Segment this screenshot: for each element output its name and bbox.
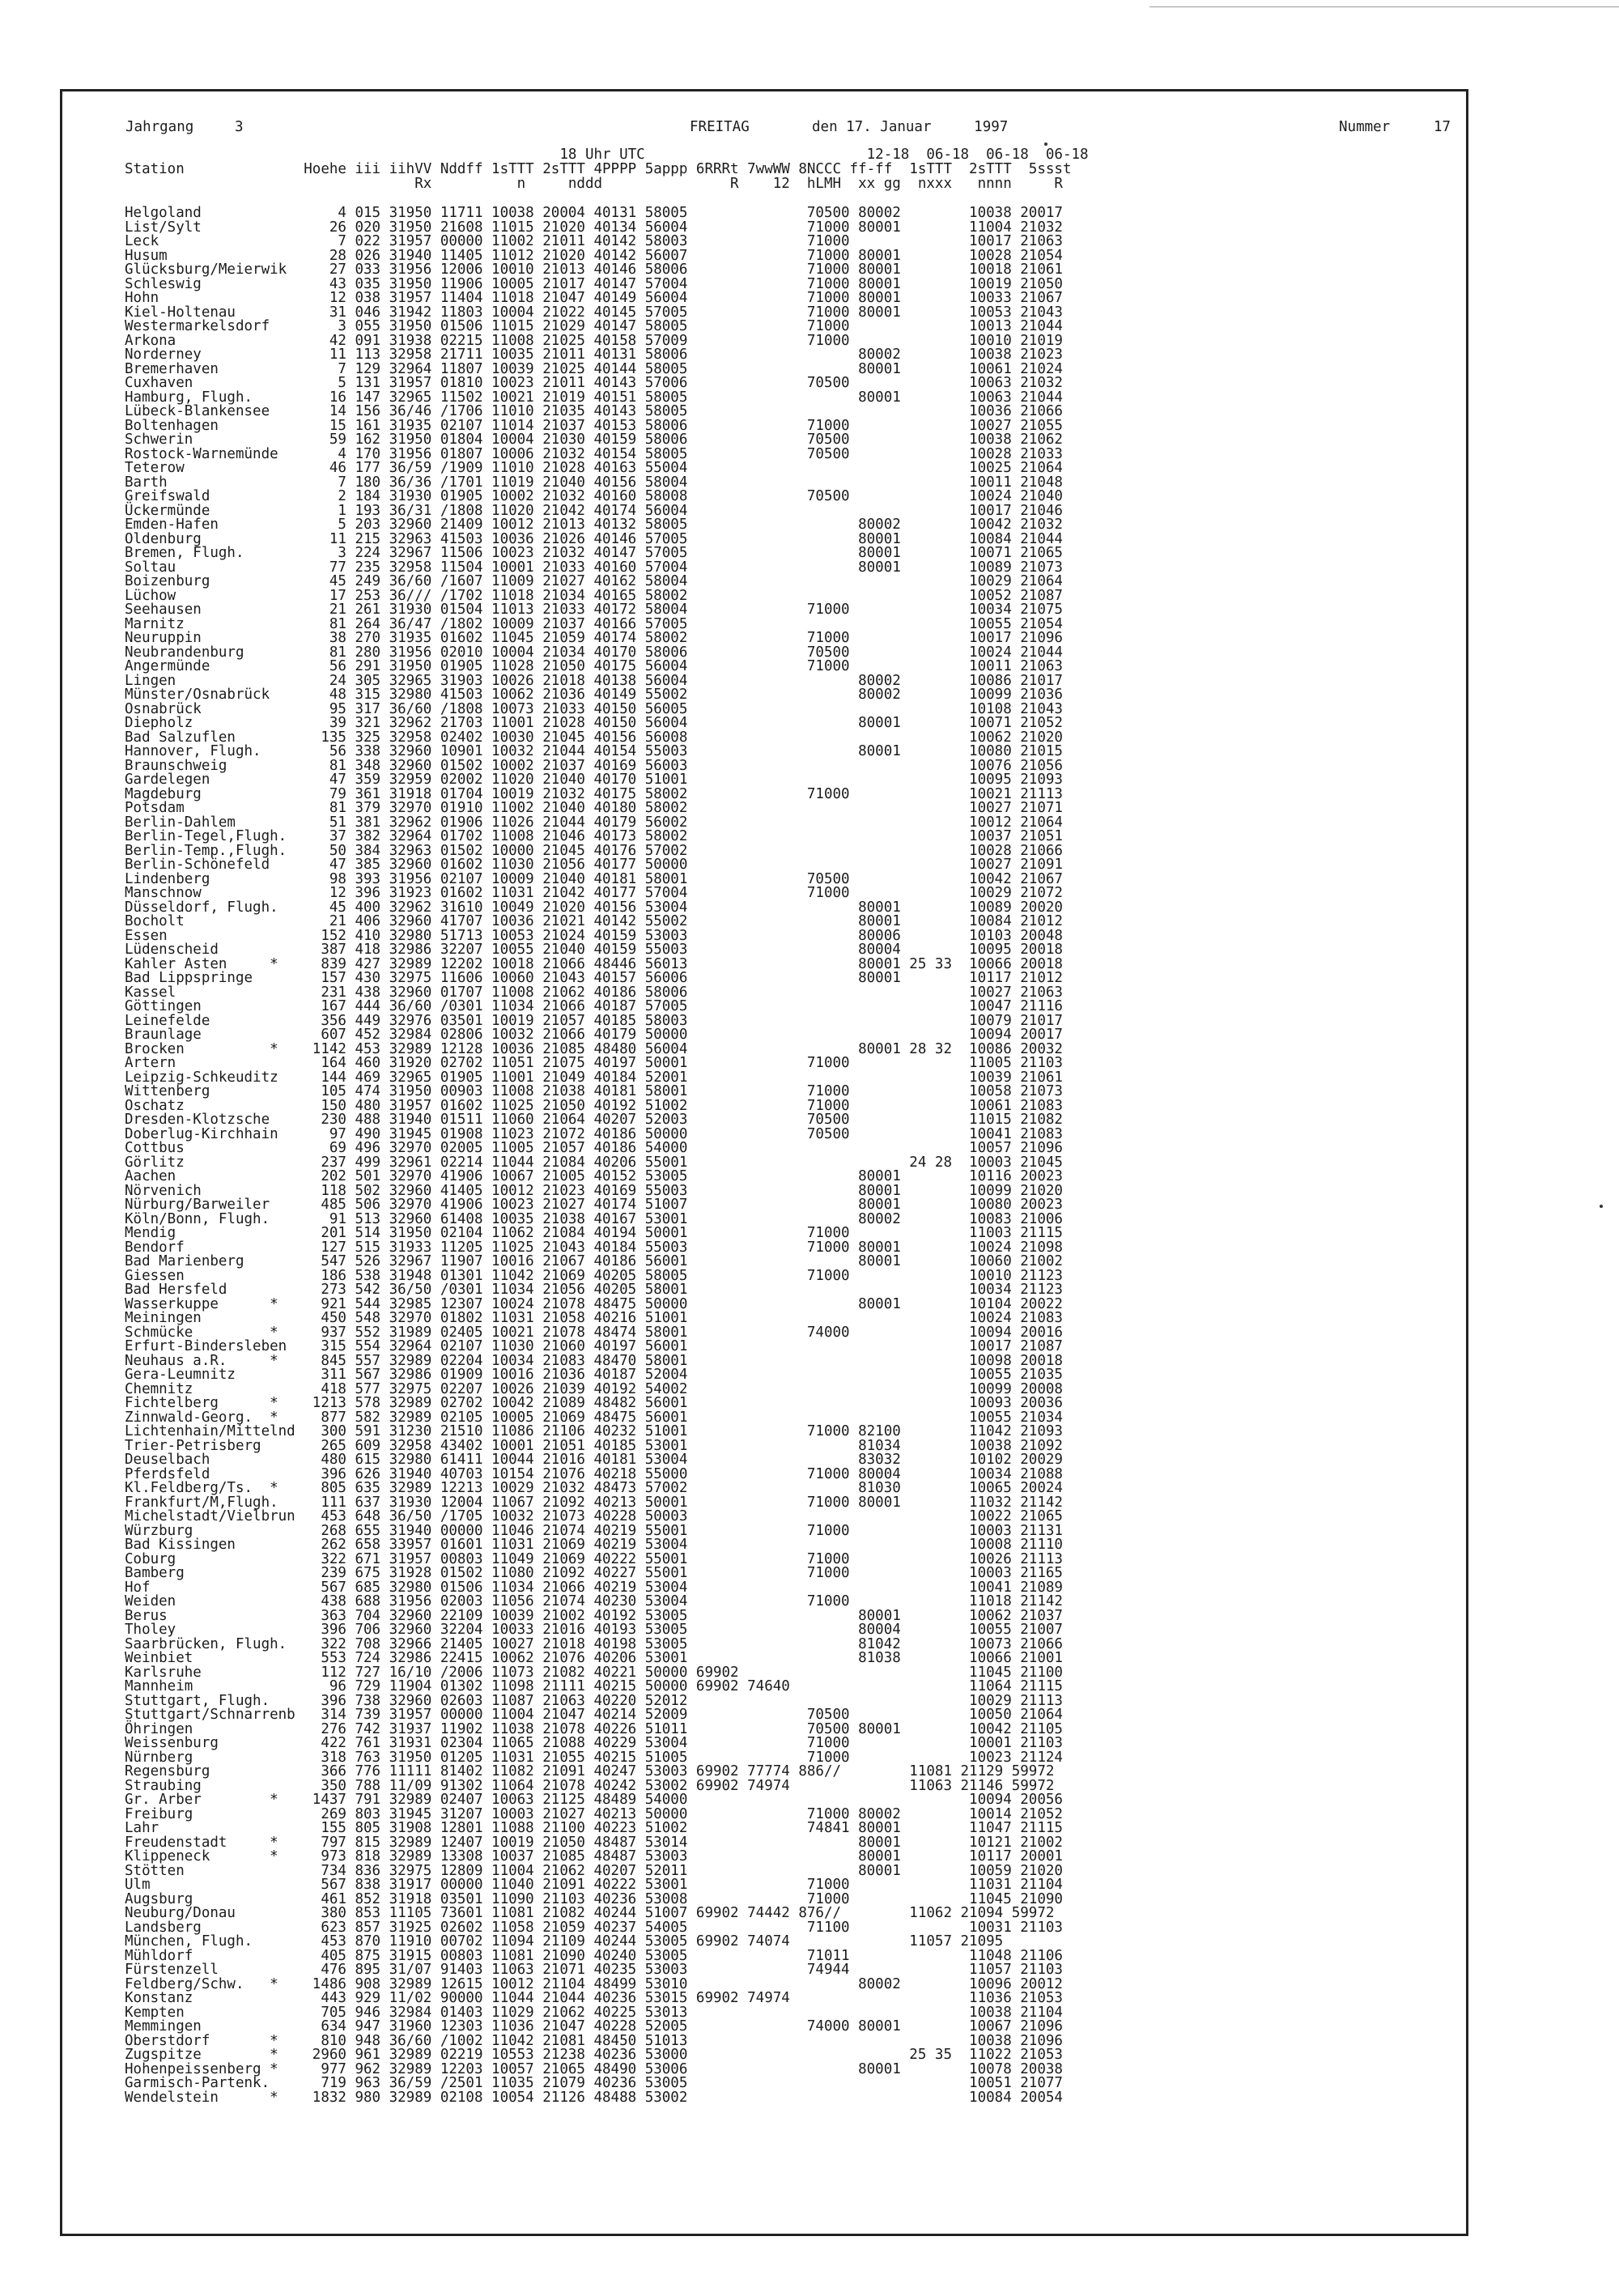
station-row: Kl.Feldberg/Ts. * 805 635 32989 12213 10029 21032 48473 57002 81030 10065 20024 — [125, 1480, 1063, 1496]
station-row: Braunlage 607 452 32984 02806 10032 21066 40179 50000 10094 20017 — [125, 1027, 1063, 1043]
station-row: Bad Kissingen 262 658 33957 01601 11031 21069 40219 53004 10008 21110 — [125, 1537, 1063, 1553]
station-row: Rostock-Warnemünde 4 170 31956 01807 10006 21032 40154 58005 70500 10028 21033 — [125, 445, 1063, 462]
station-row: Mendig 201 514 31950 02104 11062 21084 40194 50001 71000 11003 21115 — [125, 1225, 1063, 1241]
station-row: Giessen 186 538 31948 01301 11042 21069 40205 58005 71000 10010 21123 — [125, 1267, 1063, 1284]
station-row: Göttingen 167 444 36/60 /0301 11034 21066 40187 57005 10047 21116 — [125, 998, 1063, 1014]
station-row: Straubing 350 788 11/09 91302 11064 21078 40242 53002 69902 74974 11063 21146 59972 — [125, 1777, 1055, 1794]
nummer-value: 17 — [1434, 119, 1451, 135]
station-row: Cottbus 69 496 32970 02005 11005 21057 40186 54000 10057 21096 — [125, 1140, 1063, 1156]
station-row: Kassel 231 438 32960 01707 11008 21062 40186 58006 10027 21063 — [125, 984, 1063, 1001]
station-row: Schleswig 43 035 31950 11906 10005 21017 40147 57004 71000 80001 10019 21050 — [125, 275, 1063, 292]
station-row: Landsberg 623 857 31925 02602 11058 21059 40237 54005 71100 10031 21103 — [125, 1919, 1063, 1936]
station-row: Augsburg 461 852 31918 03501 11090 21103 40236 53008 71000 11045 21090 — [125, 1890, 1063, 1907]
station-row: Bad Marienberg 547 526 32967 11907 10016 21067 40186 56001 80001 10060 21002 — [125, 1253, 1063, 1269]
column-header-line-1: 18 Uhr UTC 12-18 06-18 06-18 06-18 — [125, 147, 1089, 163]
station-row: Kempten 705 946 32984 01403 11029 21062 40225 53013 10038 21104 — [125, 2004, 1063, 2021]
station-row: Tholey 396 706 32960 32204 10033 21016 40193 53005 80004 10055 21007 — [125, 1622, 1063, 1638]
station-row: Karlsruhe 112 727 16/10 /2006 11073 21082 40221 50000 69902 11045 21100 — [125, 1664, 1063, 1681]
station-row: Neuhaus a.R. * 845 557 32989 02204 10034 21083 48470 58001 10098 20018 — [125, 1352, 1063, 1369]
station-row: Dresden-Klotzsche 230 488 31940 01511 11060 21064 40207 52003 70500 11015 21082 — [125, 1112, 1063, 1128]
station-row: Düsseldorf, Flugh. 45 400 32962 31610 10049 21020 40156 53004 80001 10089 20020 — [125, 899, 1063, 916]
station-row: Bendorf 127 515 31933 11205 11025 21043 40184 55003 71000 80001 10024 21098 — [125, 1239, 1063, 1256]
station-row: Teterow 46 177 36/59 /1909 11010 21028 40163 55004 10025 21064 — [125, 460, 1063, 476]
weekday: FREITAG — [690, 119, 750, 135]
station-row: Frankfurt/M,Flugh. 111 637 31930 12004 11067 21092 40213 50001 71000 80001 11032 21142 — [125, 1494, 1063, 1511]
jahrgang-label: Jahrgang — [125, 119, 194, 135]
station-row: Meiningen 450 548 32970 01802 11031 21058 40216 51001 10024 21083 — [125, 1310, 1063, 1326]
station-row: Mühldorf 405 875 31915 00803 11081 21090 40240 53005 71011 11048 21106 — [125, 1947, 1063, 1964]
station-row: Lahr 155 805 31908 12801 11088 21100 40223 51002 74841 80001 11047 21115 — [125, 1820, 1063, 1836]
station-row: Ückermünde 1 193 36/31 /1808 11020 21042 40174 56004 10017 21046 — [125, 502, 1063, 519]
station-row: Freudenstadt * 797 815 32989 12407 10019 21050 48487 53014 80001 10121 21002 — [125, 1834, 1063, 1851]
station-row: Gr. Arber * 1437 791 32989 02407 10063 21125 48489 54000 10094 20056 — [125, 1792, 1063, 1808]
station-row: Artern 164 460 31920 02702 11051 21075 40197 50001 71000 11005 21103 — [125, 1055, 1063, 1071]
station-row: Berus 363 704 32960 22109 10039 21002 40192 53005 80001 10062 21037 — [125, 1607, 1063, 1624]
station-row: Oberstdorf * 810 948 36/60 /1002 11042 21081 48450 51013 10038 21096 — [125, 2032, 1063, 2049]
station-row: Memmingen 634 947 31960 12303 11036 21047 40228 52005 74000 80001 10067 21096 — [125, 2018, 1063, 2035]
station-row: Greifswald 2 184 31930 01905 10002 21032 40160 58008 70500 10024 21040 — [125, 488, 1063, 504]
station-row: Öhringen 276 742 31937 11902 11038 21078 40226 51011 70500 80001 10042 21105 — [125, 1720, 1063, 1737]
station-row: Hannover, Flugh. 56 338 32960 10901 10032 21044 40154 55003 80001 10080 21015 — [125, 743, 1063, 759]
station-row: Leinefelde 356 449 32976 03501 10019 21057 40185 58003 10079 21017 — [125, 1012, 1063, 1029]
station-row: Wasserkuppe * 921 544 32985 12307 10024 21078 48475 50000 80001 10104 20022 — [125, 1295, 1063, 1312]
station-row: Neuruppin 38 270 31935 01602 11045 21059 40174 58002 71000 10017 21096 — [125, 630, 1063, 646]
station-row: Weissenburg 422 761 31931 02304 11065 21088 40229 53004 71000 10001 21103 — [125, 1735, 1063, 1751]
station-row: Stötten 734 836 32975 12809 11004 21062 40207 52011 80001 10059 21020 — [125, 1862, 1063, 1879]
station-row: Boizenburg 45 249 36/60 /1607 11009 21027 40162 58004 10029 21064 — [125, 573, 1063, 589]
station-row: Nürburg/Barweiler 485 506 32970 41906 10023 21027 40174 51007 80001 10080 20023 — [125, 1197, 1063, 1213]
scan-speck — [1044, 142, 1047, 146]
station-row: Zinnwald-Georg. * 877 582 32989 02105 10005 21069 48475 56001 10055 21034 — [125, 1409, 1063, 1426]
station-row: Klippeneck * 973 818 32989 13308 10037 21085 48487 53003 80001 10117 20001 — [125, 1848, 1063, 1864]
station-row: Braunschweig 81 348 32960 01502 10002 21037 40169 56003 10076 21056 — [125, 757, 1063, 774]
station-row: München, Flugh. 453 870 11910 00702 11094 21109 40244 53005 69902 74074 11057 21095 — [125, 1933, 1004, 1949]
station-row: Helgoland 4 015 31950 11711 10038 20004 40131 58005 70500 80002 10038 20017 — [125, 205, 1063, 221]
station-row: Pferdsfeld 396 626 31940 40703 10154 21076 40218 55000 71000 80004 10034 21088 — [125, 1465, 1063, 1482]
station-row: Deuselbach 480 615 32980 61411 10044 21016 40181 53004 83032 10102 20029 — [125, 1452, 1063, 1468]
station-row: Erfurt-Bindersleben 315 554 32964 02107 11030 21060 40197 56001 10017 21087 — [125, 1338, 1063, 1354]
station-row: Neuburg/Donau 380 853 11105 73601 11081 21082 40244 51007 69902 74442 876// 11062 21094 59972 — [125, 1905, 1055, 1921]
station-row: Kahler Asten * 839 427 32989 12202 10018 21066 48446 56013 80001 25 33 10066 20018 — [125, 955, 1063, 972]
station-row: Coburg 322 671 31957 00803 11049 21069 40222 55001 71000 10026 21113 — [125, 1550, 1063, 1567]
station-row: Mannheim 96 729 11904 01302 11098 21111 40215 50000 69902 74640 11064 21115 — [125, 1678, 1063, 1694]
station-row: Nürnberg 318 763 31950 01205 11031 21055 40215 51005 71000 10023 21124 — [125, 1749, 1063, 1766]
station-row: Schwerin 59 162 31950 01804 10004 21030 40159 58006 70500 10038 21062 — [125, 432, 1063, 448]
station-row: Berlin-Temp.,Flugh. 50 384 32963 01502 10000 21045 40176 57002 10028 21066 — [125, 842, 1063, 859]
jahrgang-value: 3 — [235, 119, 244, 135]
station-row: Glücksburg/Meierwik 27 033 31956 12006 10010 21013 40146 58006 71000 80001 10018 21061 — [125, 261, 1063, 278]
station-row: Lichtenhain/Mittelnd 300 591 31230 21510 11086 21106 40232 51001 71000 82100 11042 21093 — [125, 1423, 1063, 1439]
station-row: Angermünde 56 291 31950 01905 11028 21050 40175 56004 71000 10011 21063 — [125, 658, 1063, 674]
station-row: Leck 7 022 31957 00000 11002 21011 40142 58003 71000 10017 21063 — [125, 233, 1063, 249]
station-row: Stuttgart/Schnarrenb 314 739 31957 00000 11004 21047 40214 52009 70500 10050 21064 — [125, 1707, 1063, 1723]
station-row: Köln/Bonn, Flugh. 91 513 32960 61408 10035 21038 40167 53001 80002 10083 21006 — [125, 1210, 1063, 1227]
station-row: Lübeck-Blankensee 14 156 36/46 /1706 11010 21035 40143 58005 10036 21066 — [125, 403, 1063, 419]
issue-date: den 17. Januar 1997 — [812, 119, 1009, 135]
station-row: Bremerhaven 7 129 32964 11807 10039 21025 40144 58005 80001 10061 21024 — [125, 360, 1063, 377]
station-row: Norderney 11 113 32958 21711 10035 21011 40131 58006 80002 10038 21023 — [125, 347, 1063, 363]
station-table — [125, 206, 1387, 2105]
station-row: Bad Lippspringe 157 430 32975 11606 10060 21043 40157 56006 80001 10117 21012 — [125, 970, 1063, 986]
station-row: Stuttgart, Flugh. 396 738 32960 02603 11087 21063 40220 52012 10029 21113 — [125, 1692, 1063, 1709]
station-row: Hohenpeissenberg * 977 962 32989 12203 10057 21065 48490 53006 80001 10078 20038 — [125, 2060, 1063, 2077]
station-row: Magdeburg 79 361 31918 01704 10019 21032 40175 58002 71000 10021 21113 — [125, 785, 1063, 802]
column-header-line-2: Station Hoehe iii iihVV Nddff 1sTTT 2sTTT 4PPPP 5appp 6RRRt 7wwWW 8NCCC ff-ff 1sTTT 2sTTT 5ssst — [125, 161, 1072, 177]
station-row: Trier-Petrisberg 265 609 32958 43402 10001 21051 40185 53001 81034 10038 21092 — [125, 1437, 1063, 1454]
station-row: Marnitz 81 264 36/47 /1802 10009 21037 40166 57005 10055 21054 — [125, 615, 1063, 632]
station-row: Berlin-Dahlem 51 381 32962 01906 11026 21044 40179 56002 10012 21064 — [125, 814, 1063, 831]
station-row: Husum 28 026 31940 11405 11012 21020 40142 56007 71000 80001 10028 21054 — [125, 247, 1063, 264]
station-row: Hohn 12 038 31957 11404 11018 21047 40149 56004 71000 80001 10033 21067 — [125, 290, 1063, 306]
station-row: Würzburg 268 655 31940 00000 11046 21074 40219 55001 71000 10003 21131 — [125, 1522, 1063, 1539]
station-row: Wendelstein * 1832 980 32989 02108 10054 21126 48488 53002 10084 20054 — [125, 2089, 1063, 2106]
station-row: Garmisch-Partenk. 719 963 36/59 /2501 11035 21079 40236 53005 10051 21077 — [125, 2075, 1063, 2091]
station-row: Cuxhaven 5 131 31957 01810 10023 21011 40143 57006 70500 10063 21032 — [125, 375, 1063, 391]
station-row: Michelstadt/Vielbrun 453 648 36/50 /1705 10032 21073 40228 50003 10022 21065 — [125, 1508, 1063, 1524]
station-row: Berlin-Tegel,Flugh. 37 382 32964 01702 11008 21046 40173 58002 10037 21051 — [125, 828, 1063, 844]
station-row: Bad Hersfeld 273 542 36/50 /0301 11034 21056 40205 58001 10034 21123 — [125, 1282, 1063, 1298]
station-row: Lüchow 17 253 36/// /1702 11018 21034 40165 58002 10052 21087 — [125, 587, 1063, 604]
station-row: Kiel-Holtenau 31 046 31942 11803 10004 21022 40145 57005 71000 80001 10053 21043 — [125, 304, 1063, 321]
station-row: Gardelegen 47 359 32959 02002 11020 21040 40170 51001 10095 21093 — [125, 772, 1063, 788]
station-row: Wittenberg 105 474 31950 00903 11008 21038 40181 58001 71000 10058 21073 — [125, 1083, 1063, 1099]
station-row: Görlitz 237 499 32961 02214 11044 21084 40206 55001 24 28 10003 21045 — [125, 1154, 1063, 1171]
station-row: Essen 152 410 32980 51713 10053 21024 40159 53003 80006 10103 20048 — [125, 927, 1063, 944]
station-row: Lindenberg 98 393 31956 02107 10009 21040 40181 58001 70500 10042 21067 — [125, 870, 1063, 887]
scan-speck — [1600, 1205, 1603, 1208]
station-row: Münster/Osnabrück 48 315 32980 41503 10062 21036 40149 55002 80002 10099 21036 — [125, 687, 1063, 703]
station-row: Westermarkelsdorf 3 055 31950 01506 11015 21029 40147 58005 71000 10013 21044 — [125, 318, 1063, 334]
station-row: Bremen, Flugh. 3 224 32967 11506 10023 21032 40147 57005 80001 10071 21065 — [125, 545, 1063, 561]
station-row: Zugspitze * 2960 961 32989 02219 10553 21238 40236 53000 25 35 11022 21053 — [125, 2047, 1063, 2063]
station-row: Bamberg 239 675 31928 01502 11080 21092 40227 55001 71000 10003 21165 — [125, 1565, 1063, 1581]
station-row: Emden-Hafen 5 203 32960 21409 10012 21013 40132 58005 80002 10042 21032 — [125, 517, 1063, 533]
scan-edge-line — [1149, 6, 1619, 7]
station-row: Seehausen 21 261 31930 01504 11013 21033 40172 58004 71000 10034 21075 — [125, 602, 1063, 618]
station-row: Weiden 438 688 31956 02003 11056 21074 40230 53004 71000 11018 21142 — [125, 1593, 1063, 1609]
station-row: Schmücke * 937 552 31989 02405 10021 21078 48474 58001 74000 10094 20016 — [125, 1324, 1063, 1341]
column-header-line-3: Rx n nddd R 12 hLMH xx gg nxxx nnnn R — [125, 176, 1063, 192]
station-row: Regensburg 366 776 11111 81402 11082 21091 40247 53003 69902 77774 886// 11081 21129 59972 — [125, 1763, 1055, 1779]
station-row: Arkona 42 091 31938 02215 11008 21025 40158 57009 71000 10010 21019 — [125, 332, 1063, 349]
station-row: Nörvenich 118 502 32960 41405 10012 21023 40169 55003 80001 10099 21020 — [125, 1182, 1063, 1199]
station-row: Neubrandenburg 81 280 31956 02010 10004 21034 40170 58006 70500 10024 21044 — [125, 644, 1063, 661]
station-row: Diepholz 39 321 32962 21703 11001 21028 40150 56004 80001 10071 21052 — [125, 715, 1063, 731]
station-row: Soltau 77 235 32958 11504 10001 21033 40160 57004 80001 10089 21073 — [125, 559, 1063, 576]
station-row: Barth 7 180 36/36 /1701 11019 21040 40156 58004 10011 21048 — [125, 474, 1063, 491]
station-row: Saarbrücken, Flugh. 322 708 32966 21405 10027 21018 40198 53005 81042 10073 21066 — [125, 1635, 1063, 1652]
station-row: Lingen 24 305 32965 31903 10026 21018 40138 56004 80002 10086 21017 — [125, 672, 1063, 689]
station-row: Leipzig-Schkeuditz 144 469 32965 01905 11001 21049 40184 52001 10039 21061 — [125, 1069, 1063, 1086]
station-row: Aachen 202 501 32970 41906 10067 21005 40152 53005 80001 10116 20023 — [125, 1168, 1063, 1184]
station-row: Weinbiet 553 724 32986 22415 10062 21076 40206 53001 81038 10066 21001 — [125, 1650, 1063, 1666]
station-row: Feldberg/Schw. * 1486 908 32989 12615 10012 21104 48499 53010 80002 10096 20012 — [125, 1975, 1063, 1992]
station-row: Oschatz 150 480 31957 01602 11025 21050 40192 51002 71000 10061 21083 — [125, 1097, 1063, 1114]
station-row: Potsdam 81 379 32970 01910 11002 21040 40180 58002 10027 21071 — [125, 800, 1063, 816]
station-row: Berlin-Schönefeld 47 385 32960 01602 11030 21056 40177 50000 10027 21091 — [125, 857, 1063, 873]
station-row: Lüdenscheid 387 418 32986 32207 10055 21040 40159 55003 80004 10095 20018 — [125, 942, 1063, 958]
station-row: Oldenburg 11 215 32963 41503 10036 21026 40146 57005 80001 10084 21044 — [125, 530, 1063, 547]
station-row: Bocholt 21 406 32960 41707 10036 21021 40142 55002 80001 10084 21012 — [125, 913, 1063, 929]
station-row: Fürstenzell 476 895 31/07 91403 11063 21071 40235 53003 74944 11057 21103 — [125, 1962, 1063, 1978]
station-row: Konstanz 443 929 11/02 90000 11044 21044 40236 53015 69902 74974 11036 21053 — [125, 1990, 1063, 2006]
station-row: Brocken * 1142 453 32989 12128 10036 21085 48480 56004 80001 28 32 10086 20032 — [125, 1040, 1063, 1057]
nummer-label: Nummer — [1339, 119, 1391, 135]
station-row: Manschnow 12 396 31923 01602 11031 21042 40177 57004 71000 10029 21072 — [125, 885, 1063, 901]
station-row: Fichtelberg * 1213 578 32989 02702 10042 21089 48482 56001 10093 20036 — [125, 1395, 1063, 1411]
station-row: Gera-Leumnitz 311 567 32986 01909 10016 21036 40187 52004 10055 21035 — [125, 1367, 1063, 1383]
station-row: Hof 567 685 32980 01506 11034 21066 40219 53004 10041 21089 — [125, 1579, 1063, 1596]
station-row: Osnabrück 95 317 36/60 /1808 10073 21033 40150 56005 10108 21043 — [125, 700, 1063, 717]
station-row: Boltenhagen 15 161 31935 02107 11014 21037 40153 58006 71000 10027 21055 — [125, 417, 1063, 434]
station-row: Freiburg 269 803 31945 31207 10003 21027 40213 50000 71000 80002 10014 21052 — [125, 1805, 1063, 1822]
station-row: Doberlug-Kirchhain 97 490 31945 01908 11023 21072 40186 50000 70500 10041 21083 — [125, 1125, 1063, 1142]
station-row: Chemnitz 418 577 32975 02207 10026 21039 40192 54002 10099 20008 — [125, 1380, 1063, 1397]
station-row: Bad Salzuflen 135 325 32958 02402 10030 21045 40156 56008 10062 21020 — [125, 729, 1063, 746]
station-row: List/Sylt 26 020 31950 21608 11015 21020 40134 56004 71000 80001 11004 21032 — [125, 219, 1063, 236]
station-row: Ulm 567 838 31917 00000 11040 21091 40222 53001 71000 11031 21104 — [125, 1877, 1063, 1893]
station-row: Hamburg, Flugh. 16 147 32965 11502 10021 21019 40151 58005 80001 10063 21044 — [125, 389, 1063, 406]
